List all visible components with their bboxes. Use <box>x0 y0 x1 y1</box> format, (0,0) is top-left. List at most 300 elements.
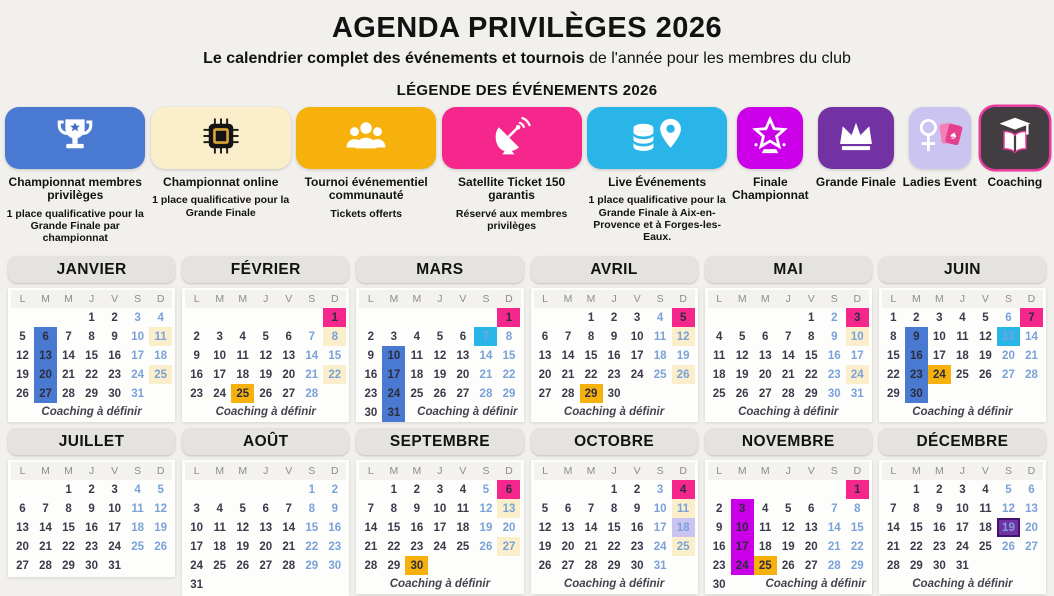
day-cell: 9 <box>905 327 928 346</box>
month-octobre <box>531 428 698 594</box>
day-cell: 18 <box>712 369 726 382</box>
day-cell: 29 <box>580 384 603 403</box>
day-cell: 23 <box>932 541 946 554</box>
day-cell: 21 <box>886 541 900 554</box>
coaching-note: Coaching à définir <box>417 406 518 419</box>
coaching-note: Coaching à définir <box>563 406 665 419</box>
weekday-label: M <box>64 293 73 306</box>
day-cell: 5 <box>482 484 490 497</box>
day-cell: 9 <box>413 503 421 516</box>
day-cell: 20 <box>804 541 818 554</box>
day-cell: 15 <box>909 522 923 535</box>
day-cell: 13 <box>456 350 470 363</box>
day-cell: 24 <box>928 365 951 384</box>
day-cell: 25 <box>754 556 777 575</box>
day-cell: 7 <box>1020 308 1043 327</box>
day-cell: 14 <box>827 522 841 535</box>
weekday-row <box>708 462 869 480</box>
legend-desc: 1 place qualificative pour la Grande Finale à Aix-en-Provence et à Forges-les-Eaux. <box>588 194 726 243</box>
day-cell: 12 <box>154 503 168 516</box>
month-body <box>879 288 1046 422</box>
weekday-label: M <box>389 293 399 306</box>
day-cell: 22 <box>607 541 621 554</box>
weekday-label: V <box>285 465 293 478</box>
legend-desc: 1 place qualificative pour la Grande Finale <box>152 194 290 219</box>
day-cell: 10 <box>846 327 869 346</box>
legend-box-finale_champ <box>737 107 803 169</box>
chip-icon <box>200 115 242 162</box>
weekday-label: M <box>586 293 596 306</box>
day-cell: 25 <box>456 541 470 554</box>
month-décembre <box>879 428 1046 594</box>
day-cell: 4 <box>715 331 723 344</box>
month-title: JUIN <box>879 256 1046 283</box>
day-cell: 28 <box>305 388 319 401</box>
weekday-label: D <box>505 293 513 306</box>
day-cell: 22 <box>387 541 401 554</box>
day-cell: 1 <box>497 308 520 327</box>
day-cell: 26 <box>979 369 992 382</box>
month-title: DÉCEMBRE <box>879 428 1046 455</box>
weekday-label: S <box>830 465 838 478</box>
day-cell: 8 <box>88 331 95 344</box>
day-cell: 31 <box>653 560 667 573</box>
day-cell: 23 <box>328 541 342 554</box>
day-cell: 6 <box>564 503 572 516</box>
day-cell: 7 <box>308 331 315 344</box>
day-cell: 12 <box>16 350 29 363</box>
day-cell: 17 <box>190 541 204 554</box>
day-cell: 5 <box>785 503 792 516</box>
weekday-label: M <box>911 293 921 306</box>
day-cell: 6 <box>541 331 549 344</box>
day-cell: 13 <box>282 350 296 363</box>
day-cell: 10 <box>213 350 227 363</box>
day-cell: 3 <box>216 331 223 344</box>
weekday-label: D <box>505 465 513 478</box>
weekday-row <box>359 290 520 308</box>
day-cell: 26 <box>1002 541 1015 554</box>
day-cell: 19 <box>16 369 29 382</box>
month-title: MARS <box>356 256 523 283</box>
day-blank <box>231 308 254 327</box>
legend-item-online <box>149 107 291 219</box>
legend-desc: Tickets offerts <box>330 207 402 220</box>
day-cell: 16 <box>85 522 98 535</box>
weekday-label: M <box>238 293 248 306</box>
day-cell: 11 <box>149 327 172 346</box>
day-cell: 11 <box>131 503 144 516</box>
day-cell: 14 <box>39 522 52 535</box>
month-body <box>182 288 349 422</box>
weekday-label: D <box>853 293 862 306</box>
weekday-label: V <box>807 465 815 478</box>
day-cell: 20 <box>16 541 29 554</box>
day-cell: 6 <box>1028 484 1035 497</box>
month-novembre <box>705 428 872 594</box>
day-blank <box>254 308 277 327</box>
day-cell: 19 <box>997 518 1020 537</box>
month-juin <box>879 256 1046 422</box>
day-blank <box>754 308 777 327</box>
day-cell: 3 <box>436 484 444 497</box>
day-cell: 3 <box>633 312 641 325</box>
day-cell: 24 <box>846 365 869 384</box>
day-cell: 5 <box>436 331 444 344</box>
weekday-label: S <box>482 293 490 306</box>
legend-item-coaching <box>980 107 1050 189</box>
day-cell: 1 <box>390 484 398 497</box>
month-septembre <box>356 428 523 594</box>
month-body <box>356 460 523 594</box>
day-cell: 30 <box>108 388 121 401</box>
day-cell: 12 <box>236 522 250 535</box>
day-cell: 27 <box>538 388 552 401</box>
day-cell: 12 <box>979 331 992 344</box>
day-cell: 4 <box>216 503 223 516</box>
day-cell: 5 <box>19 331 26 344</box>
day-blank <box>277 308 300 327</box>
day-cell: 16 <box>630 522 644 535</box>
day-blank <box>534 308 557 327</box>
weekday-label: J <box>959 465 966 478</box>
day-cell: 13 <box>997 327 1020 346</box>
day-cell: 31 <box>108 560 121 573</box>
day-cell: 16 <box>410 522 424 535</box>
day-cell: 20 <box>1002 350 1015 363</box>
weekday-label: M <box>737 465 747 478</box>
weekday-label: S <box>656 465 664 478</box>
day-cell: 7 <box>587 503 595 516</box>
month-title: AVRIL <box>531 256 698 283</box>
day-cell: 11 <box>456 503 470 516</box>
satellite-icon <box>491 116 533 161</box>
day-cell: 21 <box>584 541 598 554</box>
day-cell: 3 <box>936 312 943 325</box>
day-cell: 21 <box>561 369 575 382</box>
day-cell: 12 <box>259 350 273 363</box>
day-cell: 15 <box>85 350 98 363</box>
star-trophy-icon <box>749 115 791 162</box>
day-cell: 24 <box>433 541 447 554</box>
weekday-label: M <box>911 465 921 478</box>
weekday-label: D <box>331 465 339 478</box>
day-cell: 4 <box>459 484 467 497</box>
crown-icon <box>833 116 879 161</box>
day-cell: 30 <box>932 560 946 573</box>
day-blank <box>382 308 405 327</box>
day-cell: 6 <box>497 480 520 499</box>
weekday-label: D <box>679 465 687 478</box>
day-cell: 7 <box>785 331 792 344</box>
day-cell: 30 <box>405 556 428 575</box>
day-cell: 21 <box>479 369 493 382</box>
day-cell: 4 <box>959 312 966 325</box>
day-cell: 16 <box>905 346 928 365</box>
legend-box-champ <box>5 107 145 169</box>
day-cell: 20 <box>259 541 273 554</box>
weekday-label: V <box>459 293 467 306</box>
day-grid <box>185 480 346 594</box>
coaching-note: Coaching à définir <box>738 406 839 419</box>
day-cell: 18 <box>236 369 250 382</box>
day-cell: 21 <box>827 541 841 554</box>
day-cell: 9 <box>633 503 641 516</box>
legend-desc: Réservé aux membres privilèges <box>455 207 568 232</box>
day-cell: 7 <box>65 331 72 344</box>
weekday-row <box>11 290 172 308</box>
day-blank <box>405 308 428 327</box>
day-cell: 5 <box>1005 484 1012 497</box>
day-cell: 8 <box>890 331 897 344</box>
day-cell: 22 <box>909 541 923 554</box>
weekday-label: L <box>193 465 200 478</box>
day-cell: 17 <box>653 522 667 535</box>
svg-text:♠: ♠ <box>948 127 958 142</box>
day-cell: 18 <box>653 350 667 363</box>
day-cell: 9 <box>936 503 943 516</box>
day-cell: 17 <box>731 537 754 556</box>
day-cell: 4 <box>157 312 164 325</box>
day-cell: 5 <box>738 331 746 344</box>
weekday-label: V <box>981 293 989 306</box>
day-cell: 27 <box>282 388 296 401</box>
day-cell: 5 <box>262 331 269 344</box>
day-cell: 20 <box>538 369 552 382</box>
day-cell: 17 <box>433 522 447 535</box>
legend-item-live <box>586 107 728 243</box>
day-cell: 21 <box>781 369 795 382</box>
day-cell: 28 <box>561 388 575 401</box>
month-title: AOÛT <box>182 428 349 455</box>
day-cell: 2 <box>413 484 421 497</box>
female-cards-icon <box>915 115 965 162</box>
legend-item-satellite <box>440 107 582 232</box>
day-cell: 25 <box>131 541 145 554</box>
weekday-label: M <box>64 465 73 478</box>
weekday-label: J <box>959 293 966 306</box>
weekday-label: J <box>437 465 443 478</box>
weekday-label: J <box>785 293 791 306</box>
day-cell: 15 <box>607 522 621 535</box>
weekday-label: L <box>542 465 548 478</box>
legend-box-grande_finale <box>818 107 894 169</box>
day-cell: 28 <box>584 560 598 573</box>
day-cell: 1 <box>846 480 869 499</box>
day-cell: 8 <box>913 503 920 516</box>
legend-box-online <box>151 107 291 169</box>
day-cell: 23 <box>712 560 726 573</box>
month-body <box>879 460 1046 594</box>
day-blank <box>474 308 497 327</box>
weekday-label: S <box>830 293 838 306</box>
weekday-label: L <box>542 293 548 306</box>
day-cell: 29 <box>387 560 401 573</box>
weekday-label: J <box>437 293 443 306</box>
day-cell: 28 <box>827 560 841 573</box>
day-cell: 16 <box>190 369 204 382</box>
day-cell: 5 <box>672 308 695 327</box>
day-cell: 5 <box>239 503 246 516</box>
day-cell: 15 <box>387 522 401 535</box>
day-cell: 11 <box>236 350 249 363</box>
day-cell: 31 <box>956 560 969 573</box>
day-cell: 9 <box>610 331 618 344</box>
day-cell: 27 <box>804 560 818 573</box>
day-cell: 6 <box>459 331 467 344</box>
day-blank <box>208 480 231 499</box>
month-title: JUILLET <box>8 428 175 455</box>
day-cell: 2 <box>331 484 338 497</box>
weekday-label: L <box>367 293 374 306</box>
day-cell: 25 <box>712 388 726 401</box>
day-cell: 19 <box>735 369 749 382</box>
day-cell: 26 <box>16 388 29 401</box>
day-cell: 21 <box>62 369 75 382</box>
day-cell: 6 <box>262 503 269 516</box>
day-cell: 17 <box>213 369 227 382</box>
day-blank <box>557 480 580 499</box>
day-cell: 23 <box>905 365 928 384</box>
day-blank <box>708 480 731 499</box>
day-grid <box>882 308 1043 403</box>
day-cell: 21 <box>364 541 378 554</box>
day-cell: 13 <box>758 350 772 363</box>
day-cell: 27 <box>561 560 575 573</box>
weekday-label: S <box>308 293 316 306</box>
day-cell: 2 <box>367 331 375 344</box>
day-cell: 8 <box>65 503 72 516</box>
day-cell: 18 <box>979 522 992 535</box>
weekday-label: S <box>656 293 664 306</box>
day-cell: 15 <box>804 350 818 363</box>
day-cell: 28 <box>282 560 296 573</box>
trophy-icon <box>54 116 96 161</box>
month-title: SEPTEMBRE <box>356 428 523 455</box>
day-cell: 1 <box>323 308 346 327</box>
day-cell: 10 <box>190 522 204 535</box>
legend-item-finale_champ <box>731 107 809 203</box>
day-cell: 26 <box>259 388 273 401</box>
weekday-label: S <box>134 465 142 478</box>
day-cell: 15 <box>584 350 598 363</box>
legend-label: Live Événements <box>608 175 707 189</box>
day-cell: 11 <box>759 522 772 535</box>
day-blank <box>731 308 754 327</box>
day-cell: 14 <box>1025 331 1038 344</box>
day-cell: 18 <box>672 518 695 537</box>
weekday-label: M <box>760 293 770 306</box>
day-cell: 1 <box>610 484 618 497</box>
legend-label: Championnat online <box>163 175 279 189</box>
day-cell: 26 <box>735 388 749 401</box>
day-cell: 7 <box>285 503 292 516</box>
weekday-row <box>534 462 695 480</box>
day-cell: 25 <box>231 384 254 403</box>
day-cell: 10 <box>932 331 946 344</box>
day-cell: 12 <box>479 503 493 516</box>
day-cell: 2 <box>633 484 641 497</box>
day-cell: 4 <box>982 484 989 497</box>
day-blank <box>754 480 777 499</box>
day-cell: 3 <box>134 312 141 325</box>
day-cell: 2 <box>193 331 200 344</box>
day-cell: 13 <box>804 522 818 535</box>
day-cell: 22 <box>502 369 516 382</box>
day-cell: 2 <box>88 484 95 497</box>
day-cell: 19 <box>676 350 690 363</box>
weekday-label: M <box>41 465 50 478</box>
day-cell: 2 <box>111 312 118 325</box>
day-cell: 23 <box>607 369 621 382</box>
day-blank <box>823 480 846 499</box>
day-cell: 24 <box>108 541 121 554</box>
day-cell: 23 <box>630 541 644 554</box>
day-blank <box>882 480 905 499</box>
day-cell: 20 <box>456 369 470 382</box>
day-cell: 30 <box>607 388 621 401</box>
weekday-label: M <box>586 465 596 478</box>
day-cell: 21 <box>305 369 319 382</box>
month-mars <box>356 256 523 422</box>
day-cell: 28 <box>1025 369 1038 382</box>
day-blank <box>231 480 254 499</box>
day-cell: 30 <box>85 560 98 573</box>
day-cell: 22 <box>85 369 98 382</box>
weekday-label: L <box>367 465 374 478</box>
legend-box-satellite <box>442 107 582 169</box>
day-blank <box>57 308 80 327</box>
day-cell: 30 <box>364 407 378 420</box>
day-cell: 18 <box>131 522 145 535</box>
month-janvier <box>8 256 175 422</box>
weekday-label: V <box>633 465 641 478</box>
day-cell: 4 <box>134 484 141 497</box>
day-blank <box>557 308 580 327</box>
day-cell: 14 <box>781 350 795 363</box>
day-cell: 21 <box>39 541 52 554</box>
day-cell: 15 <box>886 350 900 363</box>
day-cell: 8 <box>323 327 346 346</box>
day-blank <box>11 308 34 327</box>
legend-title: LÉGENDE DES ÉVÉNEMENTS 2026 <box>396 82 658 99</box>
day-cell: 1 <box>913 484 920 497</box>
day-cell: 19 <box>781 541 795 554</box>
weekday-label: L <box>890 293 897 306</box>
day-cell: 2 <box>610 312 618 325</box>
weekday-label: M <box>760 465 770 478</box>
page-title: AGENDA PRIVILÈGES 2026 <box>331 12 723 44</box>
coaching-note: Coaching à définir <box>912 406 1013 419</box>
month-title: MAI <box>705 256 872 283</box>
day-cell: 24 <box>131 369 145 382</box>
day-cell: 25 <box>149 365 172 384</box>
weekday-label: V <box>111 293 119 306</box>
day-cell: 12 <box>781 522 795 535</box>
weekday-label: M <box>215 293 225 306</box>
subtitle-bold: Le calendrier complet des événements et tournois <box>203 50 585 67</box>
day-cell: 23 <box>190 388 204 401</box>
day-cell: 7 <box>474 327 497 346</box>
weekday-label: J <box>785 465 791 478</box>
day-cell: 29 <box>909 560 923 573</box>
weekday-label: L <box>193 293 200 306</box>
day-cell: 18 <box>410 369 424 382</box>
month-body <box>356 288 523 422</box>
weekday-row <box>359 462 520 480</box>
day-cell: 4 <box>656 312 664 325</box>
day-cell: 23 <box>410 541 424 554</box>
